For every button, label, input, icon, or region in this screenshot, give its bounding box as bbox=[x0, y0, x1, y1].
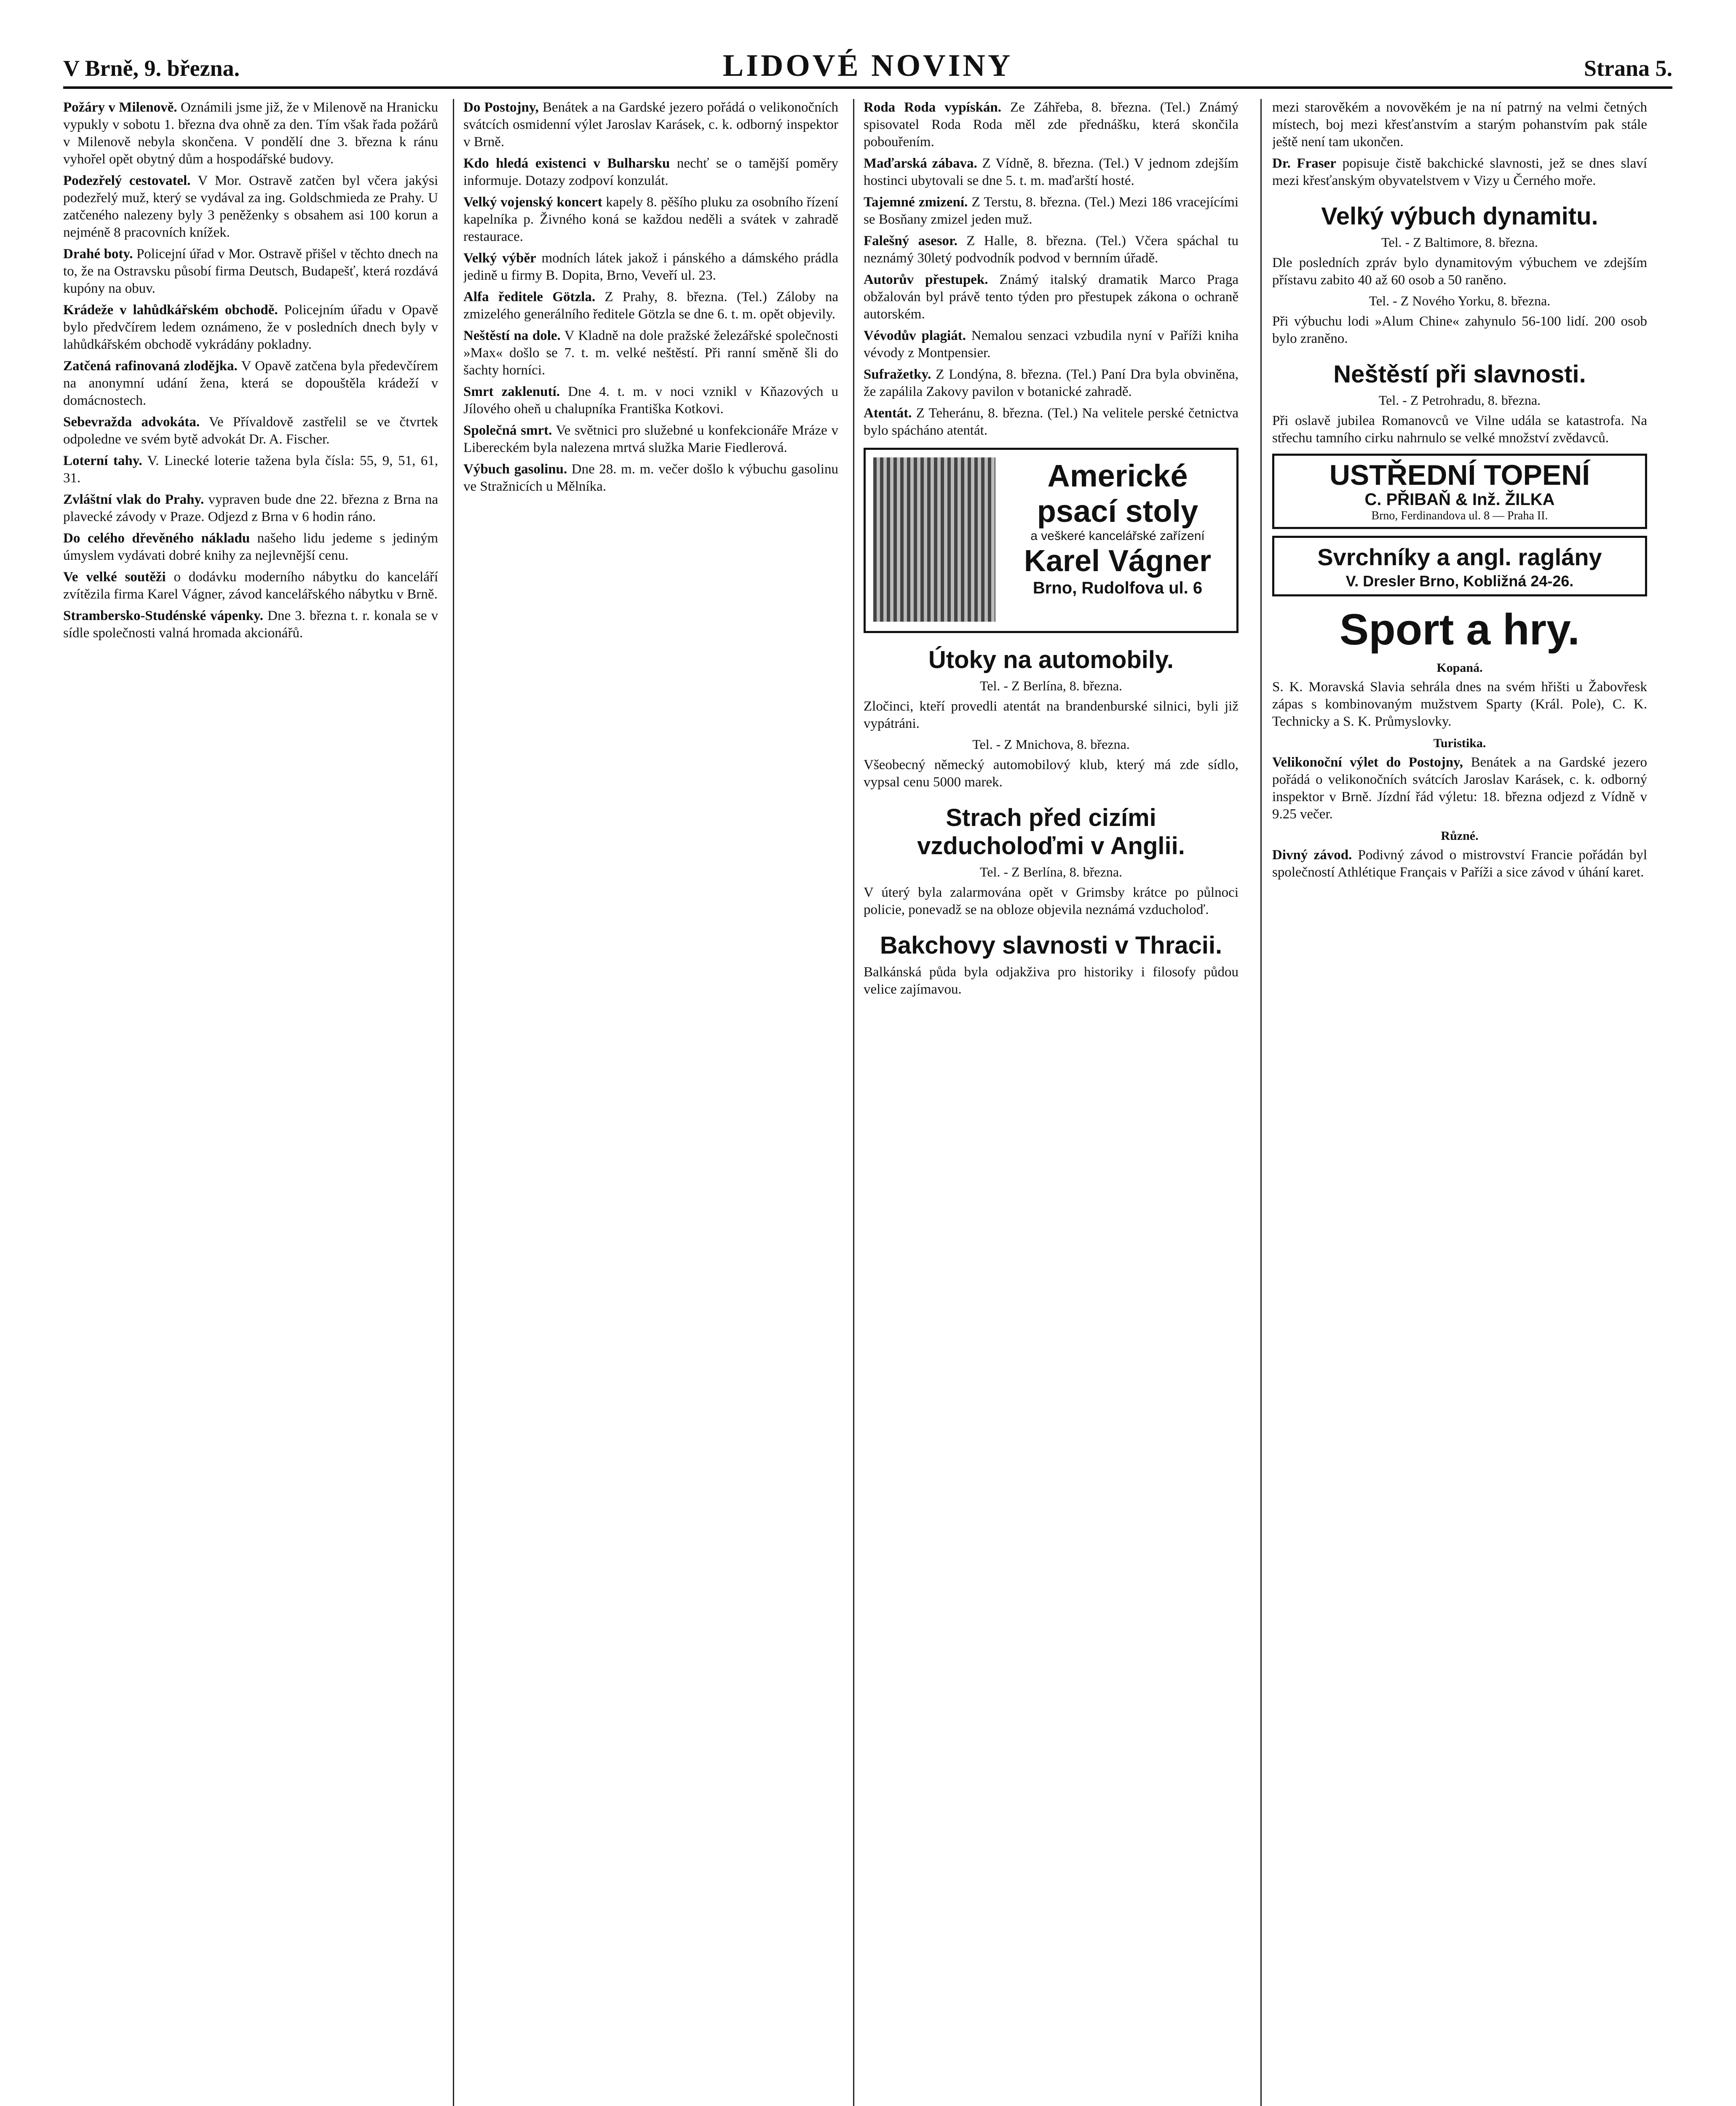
article: Požáry v Milenově. Oznámili jsme již, že v Milenově na Hranicku vypukly v sobotu 1. března dva ohně za den. Tím však řada požárů v Milenově nebyla skončena. V pondělí dne 3. března k ránu vyhořel opět obytný dům a hospodářské budovy. bbox=[63, 100, 438, 167]
article: Neštěstí na dole. V Kladně na dole pražské železářské společnosti »Max« došlo se 7. t. m. velké neštěstí. Při ranní směně šli do šachty horníci. bbox=[463, 328, 838, 378]
article: Zatčená rafinovaná zlodějka. V Opavě zatčena byla předevčírem na anonymní udání žena, která se dopouštěla krádeží v domácnostech. bbox=[63, 358, 438, 408]
heating-advertisement: USTŘEDNÍ TOPENÍ C. PŘIBAŇ & Inž. ŽILKA Brno, Ferdinandova ul. 8 — Praha II. bbox=[1272, 454, 1647, 529]
coats-advertisement: Svrchníky a angl. raglány V. Dresler Brno, Kobližná 24-26. bbox=[1272, 536, 1647, 596]
article: Velký vojenský koncert kapely 8. pěšího pluku za osobního řízení kapelníka p. Živného koná se každou neděli a svátek v zahradě restaurace. bbox=[463, 195, 838, 244]
article: Zvláštní vlak do Prahy. vypraven bude dne 22. března z Brna na plavecké závody v Praze. Odjezd z Brna v 6 hodin ráno. bbox=[63, 492, 438, 524]
article: Do Postojny, Benátek a na Gardské jezero pořádá o velikonočních svátcích osmidenní výlet Jaroslav Karásek, c. k. odborný inspektor v Brně. bbox=[463, 100, 838, 150]
article: Autorův přestupek. Známý italský dramatik Marco Praga obžalován byl právě tento týden pro přestupek zákona o ochraně autorském. bbox=[864, 272, 1238, 322]
article: mezi starověkém a novověkém je na ní patrný na velmi četných místech, boj mezi křesťanstvím a starým pohanstvím pak stále ještě není tam ukončen. bbox=[1272, 100, 1647, 150]
subsection-heading: Kopaná. bbox=[1436, 661, 1483, 675]
column-1 bbox=[63, 99, 438, 2106]
dateline: Tel. - Z Mnichova, 8. března. bbox=[972, 737, 1130, 752]
article: Při výbuchu lodi »Alum Chine« zahynulo 56-100 lidí. 200 osob bylo zraněno. bbox=[1272, 314, 1647, 346]
column-2 bbox=[463, 99, 838, 2106]
article: V úterý byla zalarmována opět v Grimsby krátce po půlnoci policie, ponevadž se na obloze objevila neznámá vzducholoď. bbox=[864, 885, 1238, 917]
column-rule bbox=[1260, 99, 1262, 2106]
date-line: V Brně, 9. března. bbox=[63, 56, 240, 81]
article: Do celého dřevěného nákladu našeho lidu jedeme s jediným úmyslem vydávati dobré knihy za nejlevnější cenu. bbox=[63, 531, 438, 563]
ad-address: Brno, Rudolfova ul. 6 bbox=[1033, 579, 1203, 597]
ad-title: Americké psací stoly bbox=[1037, 458, 1198, 529]
article: Podezřelý cestovatel. V Mor. Ostravě zatčen byl včera jakýsi podezřelý muž, který se vydával za ing. Goldschmieda ze Prahy. U zatčeného nalezeny byly 3 peněženky s obsahem asi 100 korun a nejméně 8 pracovních knížek. bbox=[63, 173, 438, 240]
article: Sebevražda advokáta. Ve Přívaldově zastřelil se ve čtvrtek odpoledne ve svém bytě advokát Dr. A. Fischer. bbox=[63, 414, 438, 447]
subsection-heading: Různé. bbox=[1441, 829, 1479, 843]
ad-firm: Karel Vágner bbox=[1024, 544, 1212, 578]
article: Velikonoční výlet do Postojny, Benátek a na Gardské jezero pořádá o velikonočních svátcích Jaroslav Karásek, c. k. odborný inspektor v Brně. Jízdní řád výletu: 18. března odjezd z Vídně v 9.25 večer. bbox=[1272, 755, 1647, 822]
desk-illustration bbox=[873, 457, 995, 622]
article: Tajemné zmizení. Z Terstu, 8. března. (Tel.) Mezi 186 vracejícími se Bosňany zmizel jeden muž. bbox=[864, 195, 1238, 227]
dateline: Tel. - Z Berlína, 8. března. bbox=[979, 678, 1123, 693]
article: Dr. Fraser popisuje čistě bakchické slavnosti, jež se dnes slaví mezi křesťanským obyvatelstvem v Vizy u Černého moře. bbox=[1272, 156, 1647, 188]
article: Loterní tahy. V. Linecké loterie tažena byla čísla: 55, 9, 51, 61, 31. bbox=[63, 453, 438, 486]
column-rule bbox=[453, 99, 454, 2106]
section-heading: Sport a hry. bbox=[1339, 605, 1580, 654]
dateline: Tel. - Z Baltimore, 8. března. bbox=[1381, 235, 1538, 250]
headline: Útoky na automobily. bbox=[928, 646, 1174, 673]
article: Ve velké soutěži o dodávku moderního nábytku do kanceláří zvítězila firma Karel Vágner, závod kancelářského nábytku v Brně. bbox=[63, 569, 438, 602]
article: Smrt zaklenutí. Dne 4. t. m. v noci vznikl v Kňazových u Jílového oheň u chalupníka Františka Kotkovi. bbox=[463, 384, 838, 417]
article: S. K. Moravská Slavia sehrála dnes na svém hřišti u Žabovřesk zápas s kombinovaným mužstvem Sparty (Král. Pole), C. K. Technicky a S. K. Průmyslovky. bbox=[1272, 679, 1647, 729]
article: Drahé boty. Policejní úřad v Mor. Ostravě přišel v těchto dnech na to, že na Ostravsku působí firma Deutsch, Budapešť, která rozdává kupóny na obuv. bbox=[63, 246, 438, 296]
article: Společná smrt. Ve světnici pro služebné u konfekcionáře Mráze v Libereckém byla nalezena mrtvá služka Marie Fiedlerová. bbox=[463, 423, 838, 455]
article: Strambersko-Studénské vápenky. Dne 3. března t. r. konala se v sídle společnosti valná hromada akcionářů. bbox=[63, 608, 438, 641]
article: Sufražetky. Z Londýna, 8. března. (Tel.) Paní Dra byla obviněna, že zapálila Zakovy pavilon v botanické zahradě. bbox=[864, 367, 1238, 399]
article: Všeobecný německý automobilový klub, který má zde sídlo, vypsal cenu 5000 marek. bbox=[864, 757, 1238, 790]
article: Roda Roda vypískán. Ze Záhřeba, 8. března. (Tel.) Známý spisovatel Roda Roda měl zde přednášku, která skončila pobouřením. bbox=[864, 100, 1238, 150]
article: Vévodův plagiát. Nemalou senzaci vzbudila nyní v Paříži kniha vévody z Montpensier. bbox=[864, 328, 1238, 361]
article: Divný závod. Podivný závod o mistrovství Francie pořádán byl společností Athlétique Français v Paříži a sice závod v úhání karet. bbox=[1272, 847, 1647, 880]
ad-subtitle: a veškeré kancelářské zařízení bbox=[1030, 529, 1205, 543]
dateline: Tel. - Z Petrohradu, 8. března. bbox=[1378, 393, 1541, 408]
article: Alfa ředitele Götzla. Z Prahy, 8. března. (Tel.) Záloby na zmizelého generálního ředitele Götzla se dne 6. t. m. opět objevily. bbox=[463, 289, 838, 322]
dateline: Tel. - Z Berlína, 8. března. bbox=[979, 864, 1123, 879]
headline: Neštěstí při slavnosti. bbox=[1333, 361, 1586, 388]
article: Výbuch gasolinu. Dne 28. m. m. večer došlo k výbuchu gasolinu ve Stražnicích u Mělníka. bbox=[463, 462, 838, 494]
masthead bbox=[63, 48, 1672, 89]
article: Zločinci, kteří provedli atentát na brandenburské silnici, byli již vypátráni. bbox=[864, 699, 1238, 731]
page-number: Strana 5. bbox=[1584, 56, 1672, 81]
headline: Bakchovy slavnosti v Thracii. bbox=[880, 932, 1222, 959]
article: Falešný asesor. Z Halle, 8. března. (Tel.) Včera spáchal tu neznámý 30letý podvodník podvod v bernním úřadě. bbox=[864, 233, 1238, 266]
article: Při oslavě jubilea Romanovců ve Vilne udála se katastrofa. Na střechu tamního cirku nahrnulo se velké množství zvědavců. bbox=[1272, 413, 1647, 446]
article: Kdo hledá existenci v Bulharsku nechť se o tamější poměry informuje. Dotazy zodpoví konzulát. bbox=[463, 156, 838, 188]
column-3 bbox=[864, 99, 1238, 2106]
article: Maďarská zábava. Z Vídně, 8. března. (Tel.) V jednom zdejším hostinci ubytovali se dne 5. t. m. maďarští hosté. bbox=[864, 156, 1238, 188]
article: Velký výběr modních látek jakož i pánského a dámského prádla jedině u firmy B. Dopita, Brno, Veveří ul. 23. bbox=[463, 251, 838, 283]
column-rule bbox=[853, 99, 854, 2106]
article: Krádeže v lahůdkářském obchodě. Policejním úřadu v Opavě bylo předvčírem ledem oznámeno, že v posledních dnech byly v lahůdkářském obchodě vykrádány pokladny. bbox=[63, 302, 438, 352]
article: Atentát. Z Teheránu, 8. března. (Tel.) Na velitele perské četnictva bylo spácháno atentát. bbox=[864, 406, 1238, 438]
headline: Velký výbuch dynamitu. bbox=[1321, 203, 1598, 230]
typewriter-desk-advertisement bbox=[864, 448, 1238, 633]
column-4 bbox=[1272, 99, 1647, 2106]
article: Balkánská půda byla odjakživa pro historiky i filosofy půdou velice zajímavou. bbox=[864, 965, 1238, 997]
subsection-heading: Turistika. bbox=[1433, 736, 1486, 750]
dateline: Tel. - Z Nového Yorku, 8. března. bbox=[1369, 293, 1551, 308]
headline: Strach před cizími vzducholoďmi v Anglii. bbox=[917, 804, 1185, 860]
newspaper-title: LIDOVÉ NOVINY bbox=[722, 48, 1013, 83]
article: Dle posledních zpráv bylo dynamitovým výbuchem ve zdejším přístavu zabito 40 až 60 osob a 50 raněno. bbox=[1272, 255, 1647, 288]
